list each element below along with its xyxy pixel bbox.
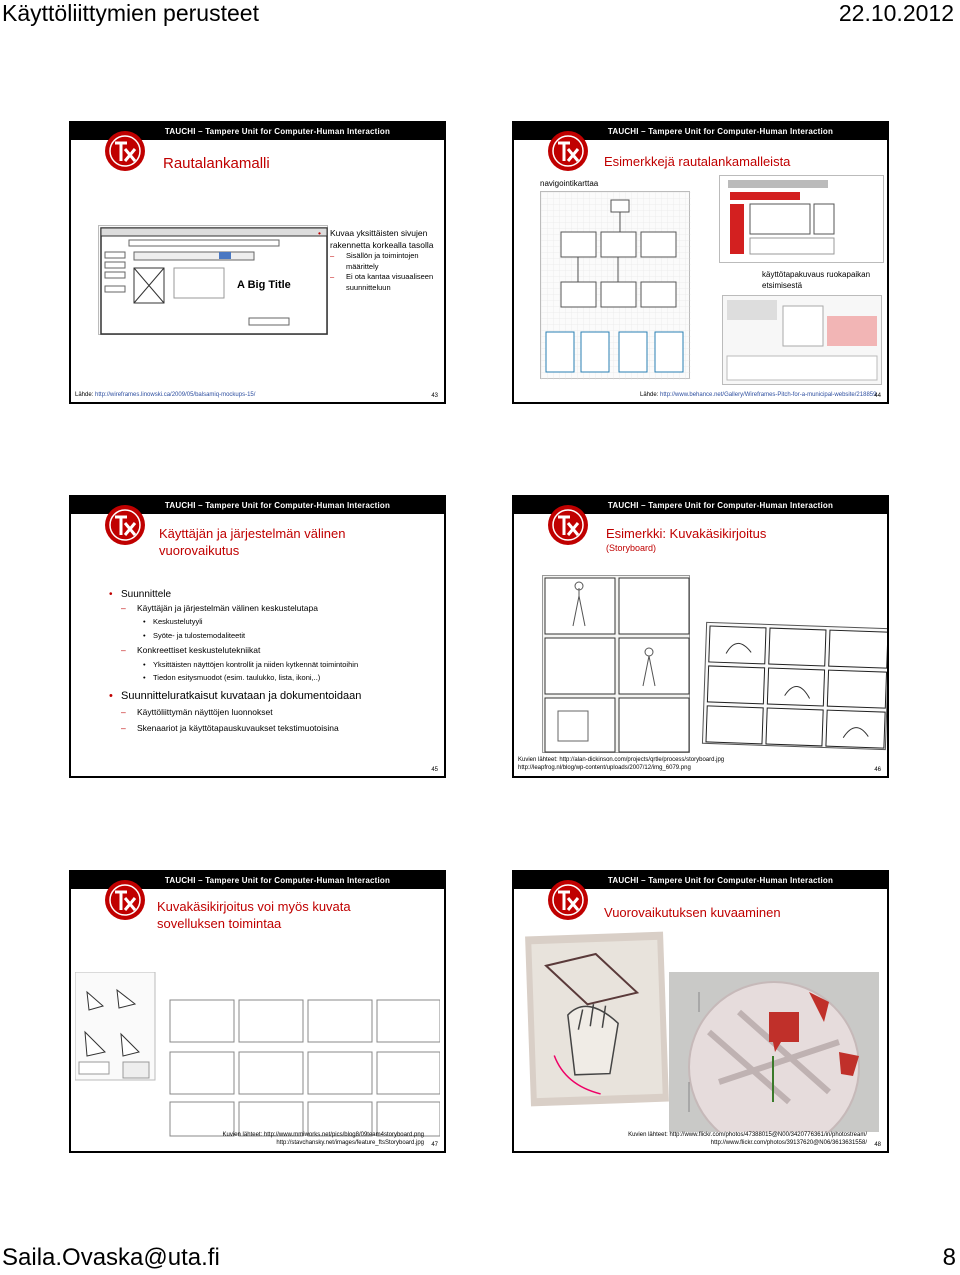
source-note	[223, 1131, 424, 1147]
source-link[interactable]: http://alan-dickinson.com/projects/qrtle/process/storyboard.jpg	[559, 757, 725, 763]
bullet: – Käyttöliittymän näyttöjen luonnokset	[109, 704, 439, 720]
bullet: • Suunnitteluratkaisut kuvataan ja dokumentoidaan	[109, 689, 439, 704]
source-link[interactable]: http://www.flickr.com/photos/39137620@N06/3613631558/	[710, 1140, 867, 1146]
slide-46	[512, 495, 889, 778]
recipe-wireframe-image	[719, 175, 884, 263]
source-link[interactable]: http://stavchansky.net/images/feature_ftsStoryboard.jpg	[276, 1140, 424, 1146]
navigation-map-image	[540, 191, 690, 379]
page-number: 8	[942, 1244, 956, 1271]
slide-number: 44	[874, 393, 881, 399]
source-link[interactable]: http://wireframes.linowski.ca/2009/05/balsamiq-mockups-15/	[95, 392, 256, 398]
tauchi-logo-icon	[546, 129, 590, 173]
slide-bullets	[109, 589, 439, 736]
bullet: – Ei ota kantaa visuaaliseen suunnitteluun	[318, 272, 438, 293]
website-wireframe-image	[722, 295, 882, 385]
source-link[interactable]: http://www.flickr.com/photos/47388015@N00/3420776361/in/photostream/	[669, 1132, 867, 1138]
tauchi-logo-icon	[103, 129, 147, 173]
source-note	[628, 1131, 867, 1147]
slide-subtitle: (Storyboard)	[606, 543, 657, 553]
source-note	[518, 756, 724, 772]
bullet: • Syöte- ja tulostemodaliteetit	[109, 629, 439, 643]
source-link[interactable]: http://www.mmiworks.net/pics/blog8/09team4storyboard.png	[263, 1132, 424, 1138]
slide-title: Käyttäjän ja järjestelmän välinen vuorovaikutus	[159, 526, 346, 558]
slide-banner: TAUCHI – Tampere Unit for Computer-Human Interaction	[514, 497, 887, 514]
app-storyboard-image	[75, 972, 440, 1138]
source-note: Lähde: http://wireframes.linowski.ca/2009/05/balsamiq-mockups-15/	[75, 392, 256, 398]
slide-banner: TAUCHI – Tampere Unit for Computer-Human Interaction	[514, 123, 887, 140]
slide-banner: TAUCHI – Tampere Unit for Computer-Human Interaction	[71, 123, 444, 140]
slide-title: Esimerkkejä rautalankamalleista	[604, 154, 791, 169]
source-note: Lähde: http://www.behance.net/Gallery/Wireframes-Pitch-for-a-municipal-website/218859	[640, 392, 877, 398]
slide-43	[69, 121, 446, 404]
gesture-sketch-photo	[525, 932, 669, 1107]
bullet: • Keskustelutyyli	[109, 615, 439, 629]
tauchi-logo-icon	[103, 503, 147, 547]
bullet: • Suunnittele	[109, 589, 439, 601]
source-line: Kuvien lähteet: http://www.mmiworks.net/pics/blog8/09team4storyboard.png	[222, 1132, 424, 1138]
slide-banner: TAUCHI – Tampere Unit for Computer-Human Interaction	[71, 497, 444, 514]
storyboard-sketch-image	[542, 575, 690, 753]
bullet: – Konkreettiset keskustelutekniikat	[109, 643, 439, 657]
slide-44	[512, 121, 889, 404]
label-recipe-usecase: käyttötapakuvaus ruokapaikan etsimisestä	[762, 269, 887, 291]
storyboard-comic-image	[702, 622, 889, 750]
bullet: – Sisällön ja toimintojen määrittely	[318, 251, 438, 272]
slide-number: 47	[431, 1142, 438, 1148]
slide-banner: TAUCHI – Tampere Unit for Computer-Human Interaction	[71, 872, 444, 889]
document-date: 22.10.2012	[838, 0, 954, 26]
tauchi-logo-icon	[546, 878, 590, 922]
source-line: Kuvien lähteet: http://www.flickr.com/photos/47388015@N00/3420776361/in/photostream/	[628, 1132, 867, 1138]
slide-47	[69, 870, 446, 1153]
source-link[interactable]: http://leapfrog.nl/blog/wp-content/uploads/2007/12/img_6079.png	[518, 765, 691, 771]
bullet: – Käyttäjän ja järjestelmän välinen keskustelutapa	[109, 601, 439, 615]
slide-number: 45	[431, 767, 438, 773]
slide-number: 46	[874, 767, 881, 773]
slide-title: Kuvakäsikirjoitus voi myös kuvata sovelluksen toimintaa	[157, 899, 351, 931]
source-line: Kuvien lähteet: http://alan-dickinson.com/projects/qrtle/process/storyboard.jpg	[518, 757, 725, 763]
map-sketch-photo	[669, 972, 879, 1132]
bullet: • Tiedon esitysmuodot (esim. taulukko, lista, ikoni,..)	[109, 671, 439, 685]
label-navigation-map: navigointikarttaa	[540, 179, 599, 188]
slide-title: Esimerkki: Kuvakäsikirjoitus	[606, 526, 767, 541]
document-title: Käyttöliittymien perusteet	[2, 0, 259, 26]
slide-48	[512, 870, 889, 1153]
slide-banner: TAUCHI – Tampere Unit for Computer-Human Interaction	[514, 872, 887, 889]
bullet: • Yksittäisten näyttöjen kontrollit ja niiden kytkennät toimintoihin	[109, 659, 439, 670]
wireframe-mockup-image	[98, 225, 328, 335]
mockup-title-text: A Big Title	[237, 279, 291, 291]
slide-number: 48	[874, 1142, 881, 1148]
slide-45	[69, 495, 446, 778]
slide-bullets	[318, 227, 438, 293]
bullet: – Skenaariot ja käyttötapauskuvaukset tekstimuotoisina	[109, 720, 439, 736]
slide-title: Vuorovaikutuksen kuvaaminen	[604, 905, 781, 920]
source-link[interactable]: http://www.behance.net/Gallery/Wireframes-Pitch-for-a-municipal-website/218859	[660, 392, 877, 398]
tauchi-logo-icon	[103, 878, 147, 922]
bullet: • Kuvaa yksittäisten sivujen rakennetta korkealla tasolla	[318, 227, 438, 251]
slide-number: 43	[431, 393, 438, 399]
author-email: Saila.Ovaska@uta.fi	[2, 1244, 220, 1271]
slide-title: Rautalankamalli	[163, 155, 270, 172]
tauchi-logo-icon	[546, 503, 590, 547]
